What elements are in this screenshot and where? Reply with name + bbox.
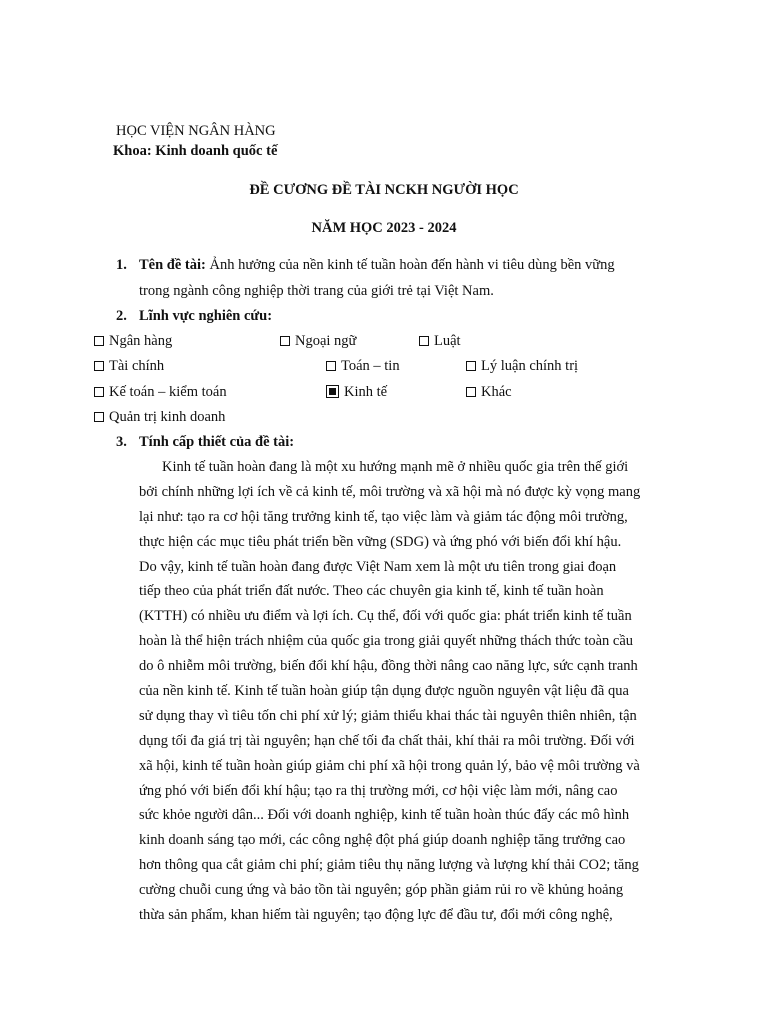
checkbox-icon[interactable] bbox=[466, 361, 476, 371]
checkbox-icon[interactable] bbox=[280, 336, 290, 346]
paragraph-line: sử dụng thay vì tiêu tốn chi phí xử lý; giảm thiểu khai thác tài nguyên thiên nhiên, tận bbox=[139, 707, 637, 724]
checkbox-label: Luật bbox=[434, 333, 461, 349]
paragraph-line: thừa sản phẩm, khan hiếm tài nguyên; tạo động lực để đầu tư, đổi mới công nghệ, bbox=[139, 907, 613, 924]
topic-text-line-2: trong ngành công nghiệp thời trang của giới trẻ tại Việt Nam. bbox=[139, 283, 494, 299]
paragraph-line: dụng tối đa giá trị tài nguyên; hạn chế tối đa chất thải, khí thải ra môi trường. Đối với bbox=[139, 732, 635, 749]
paragraph-line: bởi chính những lợi ích về cả kinh tế, môi trường và xã hội mà nó được kỳ vọng mang bbox=[139, 483, 641, 500]
checkbox-icon[interactable] bbox=[94, 361, 104, 371]
paragraph-line: cường chuỗi cung ứng và bảo tồn tài nguyên; góp phần giảm rủi ro về khủng hoảng bbox=[139, 882, 624, 899]
paragraph-line: lại như: tạo ra cơ hội tăng trưởng kinh tế, tạo việc làm và giảm tác động môi trường, bbox=[139, 508, 628, 525]
checkbox-khac[interactable] bbox=[466, 384, 512, 401]
checkbox-label: Quản trị kinh doanh bbox=[109, 409, 226, 425]
checkbox-label: Toán – tin bbox=[341, 358, 400, 374]
checkbox-ngoai-ngu[interactable] bbox=[280, 333, 356, 350]
paragraph-line: kinh doanh sáng tạo mới, các công nghệ đột phá giúp doanh nghiệp tăng trưởng cao bbox=[139, 832, 626, 849]
checkbox-icon[interactable] bbox=[466, 387, 476, 397]
checkbox-label: Ngân hàng bbox=[109, 333, 173, 349]
checkbox-luat[interactable] bbox=[419, 333, 461, 350]
checkbox-icon[interactable] bbox=[94, 412, 104, 422]
faculty-name: Khoa: Kinh doanh quốc tế bbox=[113, 143, 278, 159]
checkbox-quan-tri-kinh-doanh[interactable] bbox=[94, 409, 225, 426]
topic-text-line-1: Ảnh hưởng của nền kinh tế tuần hoàn đến hành vi tiêu dùng bền vững bbox=[209, 257, 615, 273]
section-2-number: 2. bbox=[116, 308, 127, 324]
urgency-paragraph bbox=[139, 455, 679, 928]
paragraph-line: ứng phó với biến đổi khí hậu; tạo ra thị trường mới, cơ hội việc làm mới, nâng cao bbox=[139, 782, 618, 799]
checkbox-label: Khác bbox=[481, 384, 512, 400]
institution-name: HỌC VIỆN NGÂN HÀNG bbox=[116, 123, 276, 139]
paragraph-line: hoàn là thể hiện trách nhiệm của quốc gia trong giải quyết những thách thức toàn cầu bbox=[139, 633, 634, 650]
checkbox-icon[interactable] bbox=[94, 387, 104, 397]
document-title: ĐỀ CƯƠNG ĐỀ TÀI NCKH NGƯỜI HỌC bbox=[249, 182, 519, 198]
paragraph-line: Kinh tế tuần hoàn đang là một xu hướng mạnh mẽ ở nhiều quốc gia trên thế giới bbox=[162, 459, 629, 475]
checkbox-tai-chinh[interactable] bbox=[94, 358, 164, 375]
checkbox-label: Lý luận chính trị bbox=[481, 358, 579, 374]
checkbox-toan-tin[interactable] bbox=[326, 358, 400, 375]
paragraph-line: thực hiện các mục tiêu phát triển bền vững (SDG) và ứng phó với biến đổi khí hậu. bbox=[139, 533, 622, 550]
paragraph-line: (KTTH) có nhiều ưu điểm và lợi ích. Cụ thể, đối với quốc gia: phát triển kinh tế tuần bbox=[139, 608, 632, 625]
paragraph-line: tiếp theo của phát triển đất nước. Theo các chuyên gia kinh tế, kinh tế tuần hoàn bbox=[139, 583, 604, 600]
section-3-number: 3. bbox=[116, 434, 127, 450]
checkbox-label: Kinh tế bbox=[344, 384, 388, 400]
checkbox-kinh-te[interactable] bbox=[326, 384, 387, 401]
paragraph-line: Do vậy, kinh tế tuần hoàn đang được Việt Nam xem là một ưu tiên trong giai đoạn bbox=[139, 558, 617, 575]
checkbox-icon[interactable] bbox=[94, 336, 104, 346]
section-1-title-line bbox=[139, 257, 615, 274]
paragraph-line: hơn thông qua cắt giảm chi phí; giảm tiêu thụ năng lượng và lượng khí thải CO2; tăng bbox=[139, 857, 639, 874]
checkbox-ngan-hang[interactable] bbox=[94, 333, 172, 350]
paragraph-line: xã hội, kinh tế tuần hoàn giúp giảm chi phí xã hội trong quản lý, bảo vệ môi trường và bbox=[139, 757, 640, 774]
checkbox-icon[interactable] bbox=[326, 361, 336, 371]
section-1-label: Tên đề tài: bbox=[139, 257, 206, 273]
paragraph-line: do ô nhiễm môi trường, biến đổi khí hậu, đồng thời nâng cao năng lực, sức cạnh tranh bbox=[139, 658, 638, 675]
section-1-number: 1. bbox=[116, 257, 127, 273]
section-3-label: Tính cấp thiết của đề tài: bbox=[139, 434, 295, 450]
paragraph-line: sức khỏe người dân... Đối với doanh nghiệp, kinh tế tuần hoàn thúc đẩy các mô hình bbox=[139, 807, 630, 824]
paragraph-line: của nền kinh tế. Kinh tế tuần hoàn giúp tận dụng được nguồn nguyên vật liệu đã qua bbox=[139, 683, 629, 700]
checkbox-label: Tài chính bbox=[109, 358, 165, 374]
checked-checkbox-icon[interactable] bbox=[326, 385, 339, 398]
academic-year: NĂM HỌC 2023 - 2024 bbox=[311, 220, 457, 236]
checkbox-ke-toan-kiem-toan[interactable] bbox=[94, 384, 227, 401]
checkbox-icon[interactable] bbox=[419, 336, 429, 346]
checkbox-label: Kế toán – kiểm toán bbox=[109, 384, 227, 400]
checkbox-ly-luan-chinh-tri[interactable] bbox=[466, 358, 578, 375]
section-2-label: Lĩnh vực nghiên cứu: bbox=[139, 308, 273, 324]
checkbox-label: Ngoại ngữ bbox=[295, 333, 357, 349]
